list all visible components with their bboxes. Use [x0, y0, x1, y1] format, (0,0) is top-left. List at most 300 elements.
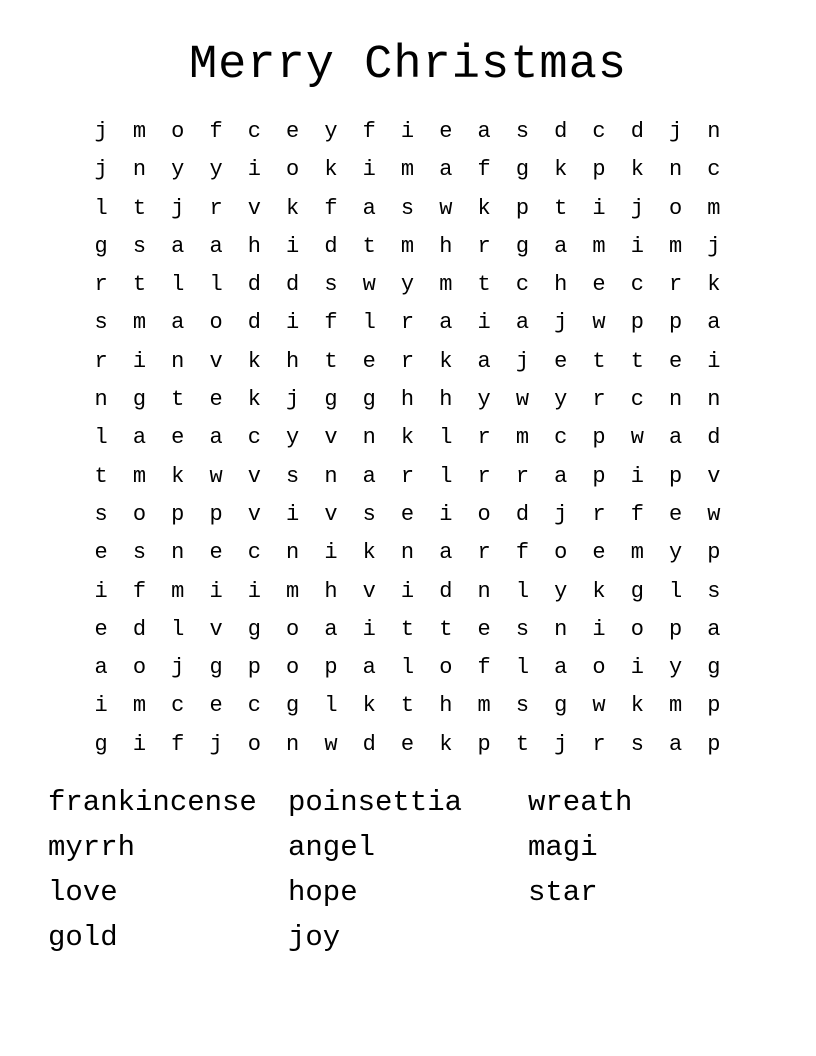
grid-letter: p: [592, 157, 606, 183]
grid-letter: i: [94, 578, 108, 604]
grid-letter: a: [439, 540, 453, 566]
grid-letter: a: [324, 616, 338, 642]
grid-letter: k: [362, 693, 376, 719]
word-list-item: joy: [288, 921, 341, 954]
grid-letter: y: [324, 119, 338, 144]
grid-letter: d: [362, 731, 376, 757]
grid-letter: v: [247, 463, 261, 489]
word-list-item: magi: [528, 831, 598, 864]
grid-letter: l: [324, 693, 338, 719]
grid-letter: n: [669, 387, 683, 413]
grid-letter: g: [286, 693, 300, 719]
grid-letter: t: [630, 348, 644, 374]
grid-letter: d: [132, 616, 147, 642]
grid-letter: n: [324, 463, 338, 489]
grid-letter: h: [554, 272, 568, 298]
grid-letter: p: [477, 731, 491, 757]
grid-letter: h: [286, 348, 300, 374]
word-list-item: hope: [288, 876, 358, 909]
grid-letter: c: [630, 387, 644, 413]
grid-letter: w: [362, 272, 376, 298]
grid-letter: l: [669, 578, 683, 604]
grid-letter: a: [554, 233, 568, 259]
grid-letter: t: [400, 693, 415, 719]
grid-letter: n: [477, 578, 491, 604]
grid-letter: j: [94, 119, 108, 144]
grid-letter: a: [171, 310, 185, 336]
word-list-item: angel: [288, 831, 376, 864]
grid-letter: c: [171, 693, 185, 719]
grid-letter: t: [592, 348, 606, 374]
grid-letter: v: [247, 195, 261, 221]
grid-letter: g: [132, 387, 147, 413]
grid-letter: p: [669, 616, 683, 642]
grid-letter: r: [592, 731, 606, 757]
grid-letter: w: [707, 501, 721, 527]
grid-letter: r: [477, 425, 491, 451]
grid-letter: m: [132, 693, 147, 719]
grid-letter: f: [209, 119, 223, 144]
grid-letter: s: [400, 195, 415, 221]
grid-letter: k: [630, 157, 644, 183]
grid-letter: r: [400, 463, 415, 489]
grid-letter: d: [707, 425, 721, 451]
grid-letter: w: [439, 195, 453, 221]
grid-letter: i: [286, 233, 300, 259]
grid-letter: f: [171, 731, 185, 757]
grid-letter: t: [400, 616, 415, 642]
grid-letter: p: [707, 731, 721, 757]
grid-letter: t: [94, 463, 108, 489]
grid-letter: a: [209, 233, 223, 259]
grid-letter: a: [362, 195, 376, 221]
grid-letter: m: [669, 693, 683, 719]
grid-letter: o: [209, 310, 223, 336]
grid-letter: o: [592, 655, 606, 681]
grid-letter: p: [669, 310, 683, 336]
grid-letter: g: [707, 655, 721, 681]
grid-letter: m: [669, 233, 683, 259]
grid-letter: r: [477, 463, 491, 489]
grid-letter: l: [515, 578, 530, 604]
grid-letter: k: [362, 540, 376, 566]
grid-letter: j: [209, 731, 223, 757]
grid-letter: l: [171, 272, 185, 298]
grid-letter: n: [707, 387, 721, 413]
grid-letter: m: [439, 272, 453, 298]
grid-letter: o: [630, 616, 644, 642]
grid-letter: f: [477, 655, 491, 681]
grid-letter: l: [94, 425, 108, 451]
grid-letter: a: [707, 616, 721, 642]
grid-letter: e: [400, 731, 415, 757]
grid-letter: s: [94, 310, 108, 336]
grid-letter: i: [362, 616, 376, 642]
grid-letter: c: [630, 272, 644, 298]
grid-letter: a: [477, 348, 491, 374]
grid-letter: y: [171, 157, 185, 183]
grid-letter: p: [324, 655, 338, 681]
grid-letter: r: [592, 387, 606, 413]
grid-letter: y: [286, 425, 300, 451]
grid-letter: i: [477, 310, 491, 336]
grid-letter: d: [247, 310, 261, 336]
grid-letter: d: [324, 233, 338, 259]
grid-letter: k: [477, 195, 491, 221]
grid-letter: k: [592, 578, 606, 604]
grid-letter: w: [209, 463, 223, 489]
grid-letter: o: [286, 655, 300, 681]
grid-letter: j: [515, 348, 530, 374]
grid-letter: i: [630, 463, 644, 489]
grid-letter: j: [554, 731, 568, 757]
grid-letter: e: [669, 348, 683, 374]
word-list-item: poinsettia: [288, 786, 463, 819]
grid-letter: k: [171, 463, 185, 489]
grid-letter: m: [132, 310, 147, 336]
grid-letter: o: [286, 157, 300, 183]
grid-letter: l: [439, 425, 453, 451]
grid-letter: s: [94, 501, 108, 527]
grid-letter: r: [94, 272, 108, 298]
grid-letter: r: [477, 540, 491, 566]
grid-letter: y: [554, 387, 568, 413]
grid-letter: t: [171, 387, 185, 413]
grid-letter: y: [477, 387, 491, 413]
grid-letter: e: [439, 119, 453, 144]
grid-letter: c: [554, 425, 568, 451]
grid-letter: o: [286, 616, 300, 642]
grid-letter: p: [592, 463, 606, 489]
grid-letter: a: [439, 157, 453, 183]
grid-letter: c: [515, 272, 530, 298]
grid-letter: d: [630, 119, 644, 144]
grid-letter: m: [171, 578, 185, 604]
grid-letter: i: [286, 501, 300, 527]
word-list-item: gold: [48, 921, 118, 954]
grid-letter: d: [286, 272, 300, 298]
grid-letter: p: [247, 655, 261, 681]
grid-letter: j: [630, 195, 644, 221]
grid-letter: e: [400, 501, 415, 527]
grid-letter: n: [132, 157, 147, 183]
grid-letter: i: [209, 578, 223, 604]
grid-letter: t: [554, 195, 568, 221]
grid-letter: s: [362, 501, 376, 527]
grid-letter: n: [707, 119, 721, 144]
grid-letter: a: [209, 425, 223, 451]
grid-letter: i: [630, 233, 644, 259]
grid-letter: j: [171, 655, 185, 681]
grid-letter: g: [324, 387, 338, 413]
grid-letter: g: [630, 578, 644, 604]
grid-letter: e: [94, 540, 108, 566]
grid-letter: s: [286, 463, 300, 489]
grid-letter: j: [554, 501, 568, 527]
grid-letter: l: [209, 272, 223, 298]
grid-letter: n: [171, 540, 185, 566]
grid-letter: y: [209, 157, 223, 183]
grid-letter: v: [209, 616, 223, 642]
grid-letter: v: [707, 463, 721, 489]
grid-letter: j: [286, 387, 300, 413]
grid-letter: s: [324, 272, 338, 298]
grid-letter: f: [324, 195, 338, 221]
grid-letter: k: [247, 387, 261, 413]
grid-letter: m: [592, 233, 606, 259]
grid-letter: i: [132, 731, 147, 757]
grid-letter: i: [286, 310, 300, 336]
grid-letter: m: [400, 157, 415, 183]
grid-letter: y: [669, 540, 683, 566]
grid-letter: c: [592, 119, 606, 144]
grid-letter: j: [94, 157, 108, 183]
grid-letter: p: [630, 310, 644, 336]
grid-letter: g: [554, 693, 568, 719]
grid-letter: h: [439, 693, 453, 719]
grid-letter: e: [669, 501, 683, 527]
grid-letter: a: [477, 119, 491, 144]
grid-letter: n: [286, 731, 300, 757]
grid-letter: e: [554, 348, 568, 374]
grid-letter: w: [324, 731, 338, 757]
grid-letter: p: [209, 501, 223, 527]
grid-letter: o: [132, 655, 147, 681]
word-list-item: myrrh: [48, 831, 136, 864]
grid-letter: c: [247, 693, 261, 719]
grid-letter: t: [515, 731, 530, 757]
grid-letter: f: [132, 578, 147, 604]
grid-letter: w: [515, 387, 530, 413]
grid-letter: p: [592, 425, 606, 451]
grid-letter: i: [247, 578, 261, 604]
word-list-item: frankincense: [48, 786, 257, 819]
grid-letter: o: [669, 195, 683, 221]
grid-letter: f: [324, 310, 338, 336]
grid-letter: m: [477, 693, 491, 719]
grid-letter: w: [630, 425, 644, 451]
grid-letter: r: [94, 348, 108, 374]
grid-letter: v: [209, 348, 223, 374]
grid-letter: s: [132, 540, 147, 566]
grid-letter: i: [400, 578, 415, 604]
grid-letter: o: [554, 540, 568, 566]
grid-letter: p: [515, 195, 530, 221]
grid-letter: k: [630, 693, 644, 719]
grid-letter: f: [477, 157, 491, 183]
grid-letter: s: [707, 578, 721, 604]
grid-letter: r: [477, 233, 491, 259]
grid-letter: k: [286, 195, 300, 221]
grid-letter: t: [477, 272, 491, 298]
grid-letter: w: [592, 693, 606, 719]
grid-letter: i: [400, 119, 415, 144]
grid-letter: l: [171, 616, 185, 642]
grid-letter: g: [94, 233, 108, 259]
grid-letter: m: [286, 578, 300, 604]
grid-letter: j: [171, 195, 185, 221]
grid-letter: p: [707, 540, 721, 566]
grid-letter: n: [362, 425, 376, 451]
grid-letter: k: [439, 731, 453, 757]
grid-letter: i: [247, 157, 261, 183]
grid-letter: a: [707, 310, 721, 336]
grid-letter: g: [209, 655, 223, 681]
grid-letter: d: [554, 119, 568, 144]
grid-letter: m: [400, 233, 415, 259]
grid-letter: s: [515, 616, 530, 642]
grid-letter: e: [592, 272, 606, 298]
grid-letter: a: [669, 425, 683, 451]
grid-letter: y: [554, 578, 568, 604]
grid-letter: i: [439, 501, 453, 527]
grid-letter: s: [515, 693, 530, 719]
grid-letter: e: [94, 616, 108, 642]
grid-letter: h: [400, 387, 415, 413]
word-list-item: wreath: [528, 786, 633, 819]
grid-letter: l: [400, 655, 415, 681]
grid-letter: r: [592, 501, 606, 527]
grid-letter: i: [707, 348, 721, 374]
grid-letter: n: [94, 387, 108, 413]
grid-letter: k: [707, 272, 721, 298]
grid-letter: k: [324, 157, 338, 183]
grid-letter: o: [132, 501, 147, 527]
grid-letter: m: [630, 540, 644, 566]
grid-letter: n: [554, 616, 568, 642]
grid-letter: i: [592, 616, 606, 642]
grid-letter: l: [94, 195, 108, 221]
grid-letter: p: [171, 501, 185, 527]
grid-letter: v: [324, 501, 338, 527]
grid-letter: i: [132, 348, 147, 374]
grid-letter: o: [171, 119, 185, 144]
grid-letter: m: [515, 425, 530, 451]
grid-letter: a: [94, 655, 108, 681]
grid-letter: i: [630, 655, 644, 681]
grid-letter: f: [515, 540, 530, 566]
grid-letter: a: [439, 310, 453, 336]
grid-letter: r: [209, 195, 223, 221]
grid-letter: a: [132, 425, 147, 451]
grid-letter: e: [286, 119, 300, 144]
grid-letter: a: [171, 233, 185, 259]
grid-letter: e: [209, 387, 223, 413]
grid-letter: e: [477, 616, 491, 642]
grid-letter: i: [94, 693, 108, 719]
grid-letter: d: [439, 578, 453, 604]
grid-letter: k: [247, 348, 261, 374]
grid-letter: f: [362, 119, 376, 144]
grid-letter: r: [515, 463, 530, 489]
grid-letter: i: [592, 195, 606, 221]
grid-letter: g: [247, 616, 261, 642]
grid-letter: j: [554, 310, 568, 336]
word-list-item: star: [528, 876, 598, 909]
grid-letter: g: [94, 731, 108, 757]
grid-letter: l: [362, 310, 376, 336]
grid-letter: c: [247, 119, 261, 144]
grid-letter: d: [515, 501, 530, 527]
grid-letter: e: [171, 425, 185, 451]
grid-letter: c: [247, 540, 261, 566]
grid-letter: r: [400, 310, 415, 336]
grid-letter: r: [669, 272, 683, 298]
grid-letter: l: [439, 463, 453, 489]
grid-letter: a: [554, 655, 568, 681]
grid-letter: e: [209, 693, 223, 719]
grid-letter: a: [515, 310, 530, 336]
grid-letter: y: [400, 272, 415, 298]
grid-letter: g: [515, 157, 530, 183]
grid-letter: t: [439, 616, 453, 642]
grid-letter: a: [362, 655, 376, 681]
grid-letter: e: [592, 540, 606, 566]
grid-letter: s: [515, 119, 530, 144]
grid-letter: t: [324, 348, 338, 374]
grid-letter: a: [669, 731, 683, 757]
grid-letter: p: [669, 463, 683, 489]
grid-letter: v: [362, 578, 376, 604]
grid-letter: w: [592, 310, 606, 336]
grid-letter: k: [554, 157, 568, 183]
grid-letter: v: [324, 425, 338, 451]
grid-letter: n: [669, 157, 683, 183]
grid-letter: j: [669, 119, 683, 144]
grid-letter: s: [630, 731, 644, 757]
grid-letter: m: [132, 119, 147, 144]
grid-letter: n: [400, 540, 415, 566]
grid-letter: m: [707, 195, 721, 221]
grid-letter: k: [400, 425, 415, 451]
grid-letter: h: [247, 233, 261, 259]
grid-letter: e: [362, 348, 376, 374]
grid-letter: g: [515, 233, 530, 259]
grid-letter: i: [324, 540, 338, 566]
grid-letter: t: [132, 272, 147, 298]
grid-letter: y: [669, 655, 683, 681]
grid-letter: m: [132, 463, 147, 489]
grid-letter: e: [209, 540, 223, 566]
grid-letter: h: [324, 578, 338, 604]
grid-letter: o: [247, 731, 261, 757]
grid-letter: p: [707, 693, 721, 719]
grid-letter: f: [630, 501, 644, 527]
grid-letter: j: [707, 233, 721, 259]
grid-letter: i: [362, 157, 376, 183]
grid-letter: k: [439, 348, 453, 374]
grid-letter: t: [362, 233, 376, 259]
grid-letter: h: [439, 387, 453, 413]
word-list-item: love: [48, 876, 118, 909]
grid-letter: d: [247, 272, 261, 298]
grid-letter: a: [362, 463, 376, 489]
page-title: Merry Christmas: [188, 39, 628, 92]
letter-grid: [82, 113, 733, 764]
grid-letter: o: [439, 655, 453, 681]
grid-letter: h: [439, 233, 453, 259]
grid-letter: a: [554, 463, 568, 489]
grid-letter: s: [132, 233, 147, 259]
grid-letter: l: [515, 655, 530, 681]
grid-letter: r: [400, 348, 415, 374]
grid-letter: c: [247, 425, 261, 451]
grid-letter: n: [171, 348, 185, 374]
grid-letter: t: [132, 195, 147, 221]
grid-letter: g: [362, 387, 376, 413]
word-list: [48, 780, 768, 960]
grid-letter: v: [247, 501, 261, 527]
